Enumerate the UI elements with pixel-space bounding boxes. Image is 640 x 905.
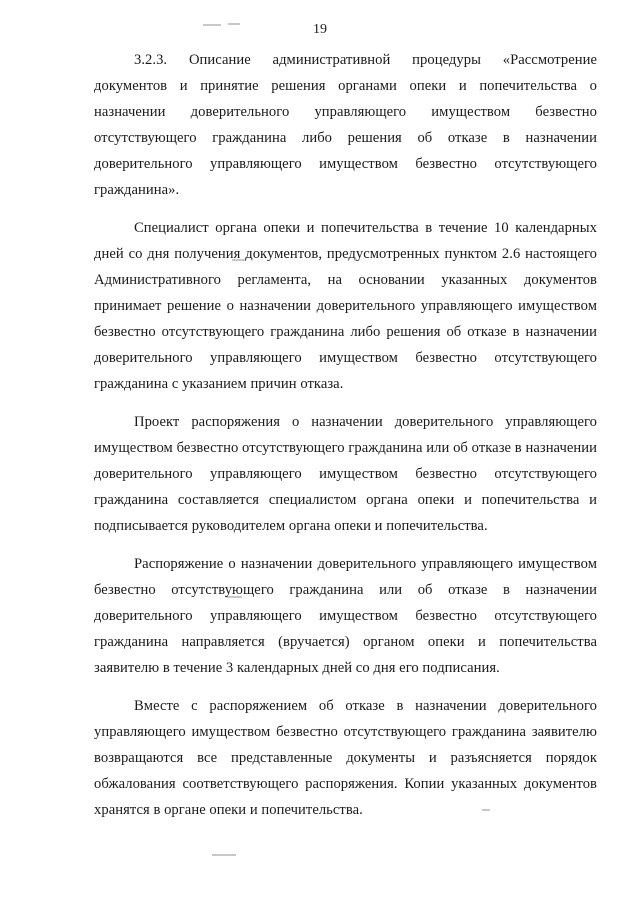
document-body <box>94 47 597 823</box>
paragraph-draft-order: Проект распоряжения о назначении доверительного управляющего имуществом безвестно отсутствующего гражданина или об отказе в назначении доверительного управляющего имуществом безвестно отсутствующего гражданина составляется специалистом органа опеки и попечительства и подписывается руководителем органа опеки и попечительства. <box>94 414 597 534</box>
paragraph-order-delivery: Распоряжение о назначении доверительного управляющего имуществом безвестно отсутствующего гражданина или об отказе в назначении доверительного управляющего имуществом безвестно отсутствующего гражданина направляется (вручается) органом опеки и попечительства заявителю в течение 3 календарных дней со дня его подписания. <box>94 556 597 676</box>
paragraph-procedure-title: 3.2.3. Описание административной процедуры «Рассмотрение документов и принятие решения органами опеки и попечительства о назначении доверительного управляющего имуществом безвестно отсутствующего гражданина либо решения об отказе в назначении доверительного управляющего имуществом безвестно отсутствующего гражданина». <box>94 52 597 198</box>
paragraph-documents-return: Вместе с распоряжением об отказе в назначении доверительного управляющего имуществом безвестно отсутствующего гражданина заявителю возвращаются все представленные документы и разъясняется порядок обжалования соответствующего распоряжения. Копии указанных документов хранятся в органе опеки и попечительства. <box>94 698 597 818</box>
scan-artifact <box>203 24 221 26</box>
scan-artifact <box>228 23 240 25</box>
paragraph-decision: Специалист органа опеки и попечительства в течение 10 календарных дней со дня получения документов, предусмотренных пунктом 2.6 настоящего Административного регламента, на основании указанных документов принимает решение о назначении доверительного управляющего имуществом безвестно отсутствующего гражданина либо решения об отказе в назначении доверительного управляющего имуществом безвестно отсутствующего гражданина с указанием причин отказа. <box>94 220 597 392</box>
scan-artifact <box>212 854 236 856</box>
page-number: 19 <box>313 22 327 37</box>
